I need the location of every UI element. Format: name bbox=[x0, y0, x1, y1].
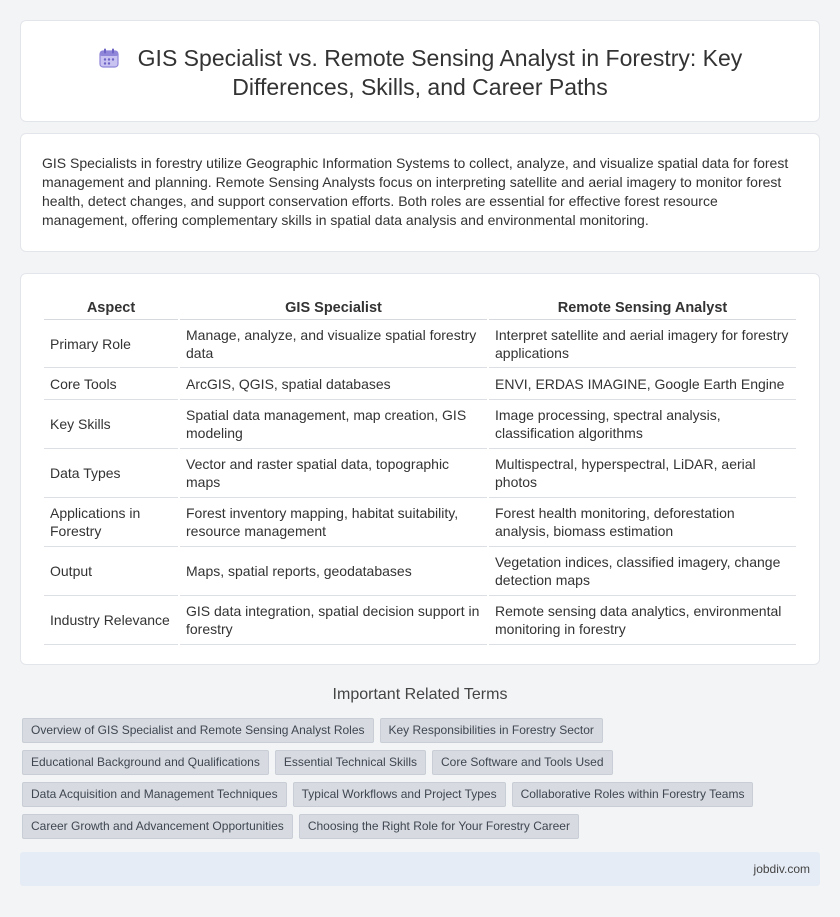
table-row bbox=[44, 596, 796, 645]
gis-cell: Manage, analyze, and visualize spatial forestry data bbox=[180, 320, 487, 368]
intro-card bbox=[20, 133, 820, 252]
gis-cell: Maps, spatial reports, geodatabases bbox=[180, 547, 487, 596]
footer-site-link[interactable]: jobdiv.com bbox=[753, 862, 810, 876]
aspect-cell: Output bbox=[44, 547, 178, 596]
rs-cell: ENVI, ERDAS IMAGINE, Google Earth Engine bbox=[489, 368, 796, 400]
related-term-tag[interactable]: Key Responsibilities in Forestry Sector bbox=[380, 718, 603, 743]
related-term-tag[interactable]: Core Software and Tools Used bbox=[432, 750, 613, 775]
comparison-card bbox=[20, 273, 820, 665]
gis-cell: GIS data integration, spatial decision support in forestry bbox=[180, 596, 487, 645]
related-term-tag[interactable]: Overview of GIS Specialist and Remote Sensing Analyst Roles bbox=[22, 718, 374, 743]
rs-cell: Vegetation indices, classified imagery, change detection maps bbox=[489, 547, 796, 596]
rs-cell: Forest health monitoring, deforestation analysis, biomass estimation bbox=[489, 498, 796, 547]
header-remote-sensing-analyst: Remote Sensing Analyst bbox=[489, 296, 796, 320]
rs-cell: Remote sensing data analytics, environmental monitoring in forestry bbox=[489, 596, 796, 645]
aspect-cell: Core Tools bbox=[44, 368, 178, 400]
related-term-tag[interactable]: Data Acquisition and Management Techniques bbox=[22, 782, 287, 807]
header-aspect: Aspect bbox=[44, 296, 178, 320]
table-row bbox=[44, 320, 796, 368]
gis-cell: Spatial data management, map creation, GIS modeling bbox=[180, 400, 487, 449]
related-term-tag[interactable]: Essential Technical Skills bbox=[275, 750, 426, 775]
gis-cell: Forest inventory mapping, habitat suitability, resource management bbox=[180, 498, 487, 547]
calendar-icon bbox=[98, 47, 120, 69]
gis-cell: ArcGIS, QGIS, spatial databases bbox=[180, 368, 487, 400]
title-card bbox=[20, 20, 820, 122]
table-row bbox=[44, 449, 796, 498]
page-title-text: GIS Specialist vs. Remote Sensing Analyst in Forestry: Key Differences, Skills, and Career Paths bbox=[137, 45, 743, 100]
aspect-cell: Data Types bbox=[44, 449, 178, 498]
footer bbox=[20, 852, 820, 886]
aspect-cell: Key Skills bbox=[44, 400, 178, 449]
aspect-cell: Industry Relevance bbox=[44, 596, 178, 645]
table-header-row bbox=[44, 296, 796, 320]
rs-cell: Interpret satellite and aerial imagery for forestry applications bbox=[489, 320, 796, 368]
related-term-tag[interactable]: Career Growth and Advancement Opportunities bbox=[22, 814, 293, 839]
page-title bbox=[21, 21, 819, 102]
aspect-cell: Primary Role bbox=[44, 320, 178, 368]
comparison-table bbox=[42, 296, 798, 645]
related-terms-list bbox=[22, 718, 812, 846]
related-term-tag[interactable]: Educational Background and Qualifications bbox=[22, 750, 269, 775]
gis-cell: Vector and raster spatial data, topographic maps bbox=[180, 449, 487, 498]
header-gis-specialist: GIS Specialist bbox=[180, 296, 487, 320]
table-row bbox=[44, 400, 796, 449]
related-terms-heading: Important Related Terms bbox=[332, 686, 508, 703]
related-term-tag[interactable]: Typical Workflows and Project Types bbox=[293, 782, 506, 807]
related-term-tag[interactable]: Collaborative Roles within Forestry Teams bbox=[512, 782, 754, 807]
rs-cell: Multispectral, hyperspectral, LiDAR, aerial photos bbox=[489, 449, 796, 498]
rs-cell: Image processing, spectral analysis, classification algorithms bbox=[489, 400, 796, 449]
table-row bbox=[44, 547, 796, 596]
related-term-tag[interactable]: Choosing the Right Role for Your Forestry Career bbox=[299, 814, 579, 839]
aspect-cell: Applications in Forestry bbox=[44, 498, 178, 547]
intro-paragraph: GIS Specialists in forestry utilize Geographic Information Systems to collect, analyze, and visualize spatial data for forest management and planning. Remote Sensing Analysts focus on interpreting satellite and aerial imagery to monitor forest health, detect changes, and support conservation efforts. Both roles are essential for effective forest resource management, offering complementary skills in spatial data analysis and environmental monitoring. bbox=[42, 155, 789, 228]
table-row bbox=[44, 368, 796, 400]
table-row bbox=[44, 498, 796, 547]
